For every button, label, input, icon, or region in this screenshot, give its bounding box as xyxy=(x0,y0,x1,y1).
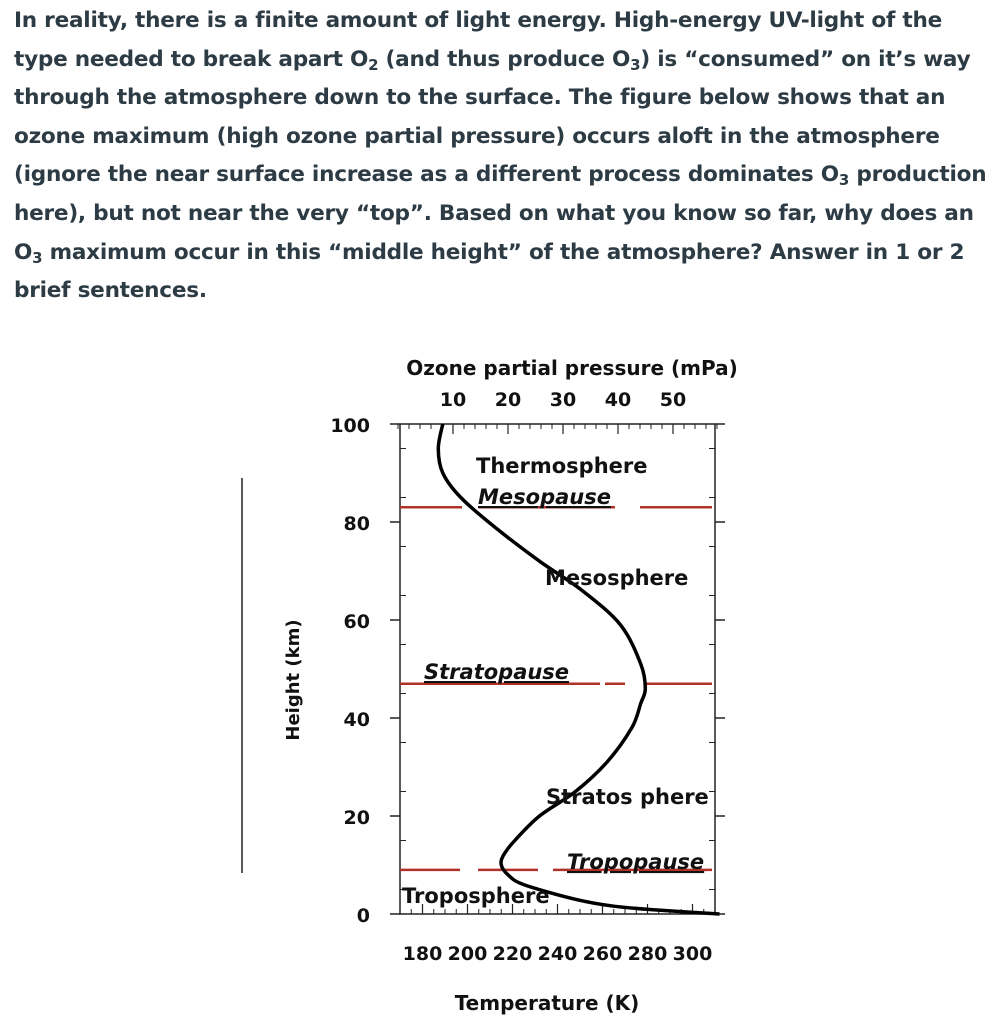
x-tick-label: 180 xyxy=(402,943,443,965)
troposphere-label: Troposphere xyxy=(402,884,550,908)
question-text-part: maximum occur in this “middle height” of the atmosphere? Answer in 1 or 2 brief sentences. xyxy=(14,239,965,304)
tropopause-label: Tropopause xyxy=(567,850,705,874)
y-tick-label: 0 xyxy=(356,905,370,927)
mesosphere-label: Mesosphere xyxy=(545,566,689,590)
y-tick-label: 80 xyxy=(343,513,370,535)
x-tick-label: 260 xyxy=(582,943,623,965)
top-tick-label: 40 xyxy=(604,389,632,411)
mesopause-label: Mesopause xyxy=(478,485,611,509)
x-tick-label: 220 xyxy=(492,943,533,965)
subscript: 3 xyxy=(630,55,641,74)
y-axis-title: Height (km) xyxy=(283,619,304,741)
x-tick-label: 280 xyxy=(627,943,668,965)
question-text-part: (and thus produce O xyxy=(378,46,631,72)
x-tick-label: 200 xyxy=(447,943,488,965)
x-axis-title: Temperature (K) xyxy=(454,991,640,1015)
y-tick-label: 40 xyxy=(343,709,370,731)
y-tick-label: 100 xyxy=(330,415,370,437)
top-tick-label: 20 xyxy=(494,389,522,411)
top-tick-label: 50 xyxy=(659,389,687,411)
y-tick-label: 20 xyxy=(343,807,370,829)
y-tick-label: 60 xyxy=(343,611,370,633)
subscript: 3 xyxy=(32,248,43,267)
x-tick-label: 300 xyxy=(672,943,713,965)
stratopause-label: Stratopause xyxy=(424,660,570,684)
subscript: 3 xyxy=(838,171,850,190)
stratosphere-label: Stratos phere xyxy=(546,785,709,809)
thermosphere-label: Thermosphere xyxy=(476,454,648,478)
layer-boundaries xyxy=(400,507,712,870)
top-tick-label: 30 xyxy=(549,389,577,411)
top-axis-title: Ozone partial pressure (mPa) xyxy=(406,356,738,380)
question-text-part: ) is “consumed” on it’s way through the atmosphere down to the surface. The figure below shows that an ozone maximum (high ozone partial pressure) occurs aloft in the atmosphere (ignore the near surface increase as a different process dominates O xyxy=(14,46,971,188)
x-tick-label: 240 xyxy=(537,943,578,965)
subscript: 2 xyxy=(368,55,379,74)
question-text-part: In reality, there is a finite amount of light energy. High-energy UV-light of the type needed to break apart O xyxy=(14,8,942,72)
top-tick-label: 10 xyxy=(439,389,467,411)
question-text-part: production here), but not near the very “top”. Based on what you know so far, why does an O xyxy=(14,162,987,265)
